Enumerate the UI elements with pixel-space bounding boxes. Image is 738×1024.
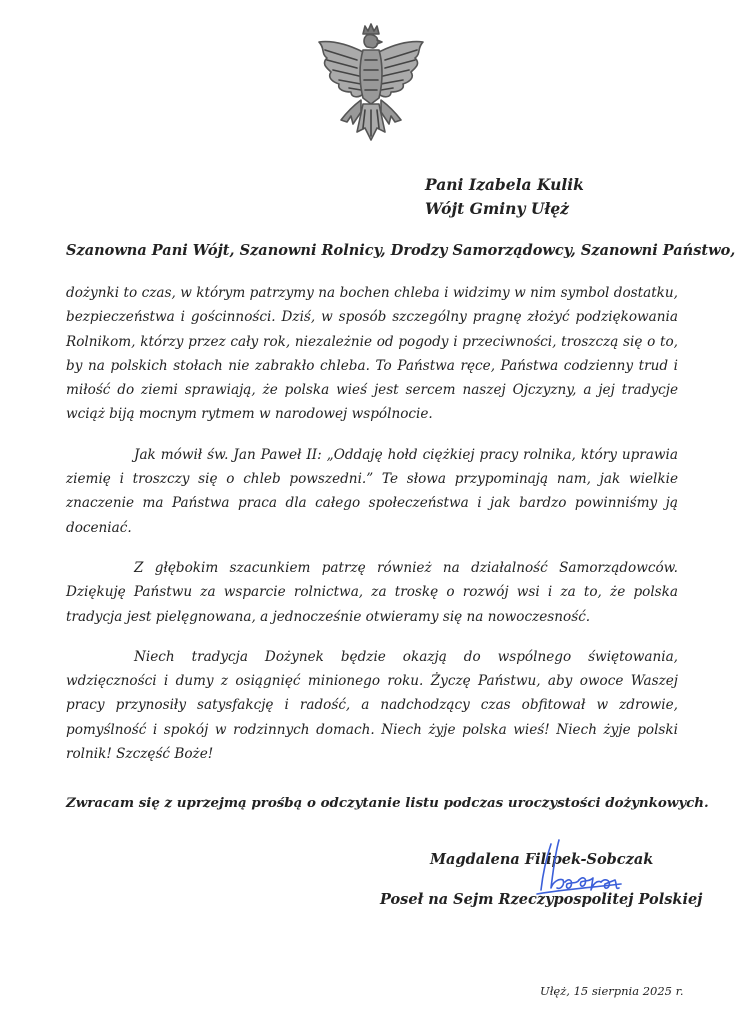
signatory-title: Poseł na Sejm Rzeczypospolitej Polskiej [380, 891, 703, 908]
addressee-block [425, 173, 584, 221]
signatory-name: Magdalena Filipek-Sobczak [430, 851, 654, 868]
addressee-name: Pani Izabela Kulik [425, 175, 584, 194]
letter-body [66, 281, 678, 766]
paragraph-4: Niech tradycja Dożynek będzie okazją do wspólnego świętowania, wdzięczności i dumy z osiągnięć minionego roku. Życzę Państwu, aby owoce Waszej pracy przynosiły satysfakcję i radość, a nadchodzący czas obfitował w zdrowie, pomyślność i spokój w rodzinnych domach. Niech żyje polska wieś! Niech żyje polski rolnik! Szczęść Boże! [66, 648, 678, 763]
addressee-position: Wójt Gminy Ułęż [425, 199, 569, 218]
salutation: Szanowna Pani Wójt, Szanowni Rolnicy, Drodzy Samorządowcy, Szanowni Państwo, [66, 242, 736, 259]
paragraph-3: Z głębokim szacunkiem patrzę również na działalność Samorządowców. Dziękuję Państwu za wsparcie rolnictwa, za troskę o rozwój wsi i za to, że polska tradycja jest pielęgnowana, a jednocześnie otwieramy się na nowoczesność. [66, 559, 678, 625]
place-and-date: Ułęż, 15 sierpnia 2025 r. [540, 984, 684, 998]
polish-eagle-emblem-icon [311, 20, 431, 150]
reading-request: Zwracam się z uprzejmą prośbą o odczytanie listu podczas uroczystości dożynkowych. [66, 795, 709, 811]
paragraph-2: Jak mówił św. Jan Paweł II: „Oddaję hołd ciężkiej pracy rolnika, który uprawia ziemię i troszczy się o chleb powszedni.” Te słowa przypominają nam, jak wielkie znaczenie ma Państwa praca dla całego społeczeństwa i jak bardzo powinniśmy ją doceniać. [66, 446, 678, 536]
paragraph-1: dożynki to czas, w którym patrzymy na bochen chleba i widzimy w nim symbol dostatku, bezpieczeństwa i gościnności. Dziś, w sposób szczególny pragnę złożyć podziękowania Rolnikom, którzy przez cały rok, niezależnie od pogody i przeciwności, troszczą się o to, by na polskich stołach nie zabrakło chleba. To Państwa ręce, Państwa codzienny trud i miłość do ziemi sprawiają, że polska wieś jest sercem naszej Ojczyzny, a jej tradycje wciąż biją mocnym rytmem w narodowej wspólnocie. [66, 285, 678, 423]
